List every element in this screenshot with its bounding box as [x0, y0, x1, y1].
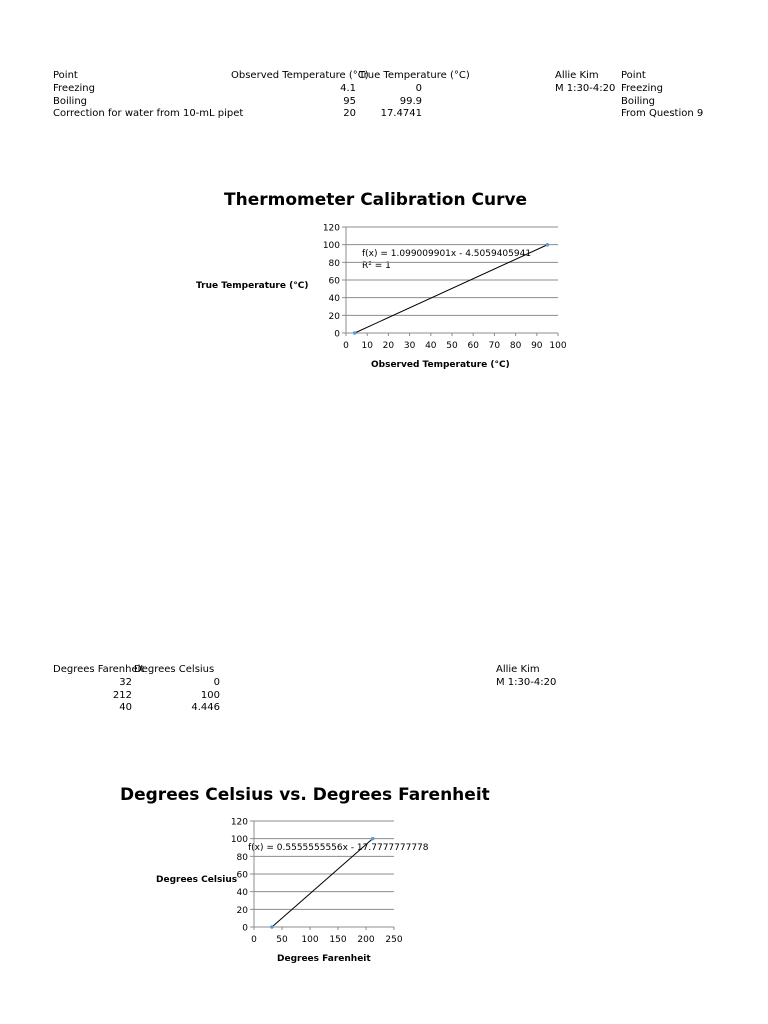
chart1-data-point	[546, 243, 550, 247]
chart2-x-tick-label: 50	[276, 935, 288, 945]
side-item: Boiling	[621, 96, 655, 107]
cell-observed: 4.1	[340, 83, 356, 94]
chart1-trendline-equation: f(x) = 1.099009901x - 4.5059405941	[362, 249, 532, 259]
chart2-trendline-equation: f(x) = 0.5555555556x - 17.7777777778	[248, 843, 429, 853]
chart2-x-tick-label: 100	[301, 935, 319, 945]
chart2-data-point	[371, 837, 375, 841]
chart1-y-tick-label: 20	[328, 311, 340, 322]
chart2-y-tick-label: 60	[236, 870, 248, 881]
chart2-title: Degrees Celsius vs. Degrees Farenheit	[120, 785, 490, 805]
author-name: Allie Kim	[496, 664, 540, 675]
header-observed-temp: Observed Temperature (°C)	[231, 70, 369, 81]
chart2-y-tick-label: 100	[230, 835, 248, 846]
chart1-x-tick-label: 70	[488, 341, 501, 351]
chart1-x-tick-label: 40	[425, 341, 437, 351]
chart1-y-tick-label: 120	[322, 223, 340, 234]
chart2-x-tick-label: 250	[385, 935, 403, 945]
chart2-trendline	[272, 839, 373, 927]
author-name: Allie Kim	[555, 70, 599, 81]
row-label: Boiling	[53, 96, 87, 107]
cell-true: 0	[415, 83, 422, 94]
chart1-y-tick-label: 80	[328, 258, 340, 269]
row-label: Correction for water from 10-mL pipet	[53, 108, 244, 119]
chart2-y-tick-label: 80	[236, 852, 248, 863]
chart2-x-axis-title: Degrees Farenheit	[277, 954, 371, 964]
chart1-y-tick-label: 100	[322, 241, 340, 252]
chart2-x-tick-label: 150	[329, 935, 347, 945]
chart2-y-axis-title: Degrees Celsius	[156, 875, 238, 885]
chart1-y-axis-title: True Temperature (°C)	[196, 281, 309, 291]
chart1-x-tick-label: 100	[549, 341, 567, 351]
chart1-x-tick-label: 90	[531, 341, 543, 351]
header-true-temp: True Temperature (°C)	[359, 70, 470, 81]
chart1-title: Thermometer Calibration Curve	[224, 190, 528, 210]
chart2-y-tick-label: 0	[242, 923, 248, 934]
chart1-data-point	[353, 331, 357, 335]
chart2-x-tick-label: 0	[251, 935, 257, 945]
session-time: M 1:30-4:20	[555, 83, 616, 94]
cell-fahrenheit: 32	[119, 677, 132, 688]
chart1-y-tick-label: 0	[334, 329, 340, 340]
side-header: Point	[621, 70, 646, 81]
session-time: M 1:30-4:20	[496, 677, 557, 688]
cell-true: 99.9	[399, 96, 422, 107]
side-item: From Question 9	[621, 108, 704, 119]
cell-observed: 95	[343, 96, 356, 107]
chart2-y-tick-label: 40	[236, 888, 248, 899]
header-celsius: Degrees Celsius	[134, 664, 215, 675]
cell-fahrenheit: 212	[112, 690, 132, 701]
chart1-y-tick-label: 40	[328, 294, 340, 305]
chart1-r-squared: R² = 1	[362, 261, 391, 271]
cell-celsius: 0	[213, 677, 220, 688]
row-label: Freezing	[53, 83, 95, 94]
chart2-data-point	[270, 925, 274, 929]
chart1-x-tick-label: 10	[361, 341, 373, 351]
chart1-x-tick-label: 50	[446, 341, 458, 351]
cell-fahrenheit: 40	[119, 702, 132, 713]
chart1-x-tick-label: 20	[382, 341, 395, 351]
chart2-x-tick-label: 200	[357, 935, 375, 945]
chart1-x-tick-label: 60	[467, 341, 479, 351]
chart2-y-tick-label: 120	[230, 817, 248, 828]
chart1-trendline	[355, 245, 548, 333]
chart1-x-tick-label: 80	[509, 341, 522, 351]
chart1-y-tick-label: 60	[328, 276, 340, 287]
cell-observed: 20	[343, 108, 356, 119]
chart2-y-tick-label: 20	[236, 905, 248, 916]
chart1-x-tick-label: 0	[343, 341, 349, 351]
side-item: Freezing	[621, 83, 663, 94]
chart1-x-tick-label: 30	[403, 341, 416, 351]
header-point: Point	[53, 70, 78, 81]
cell-true: 17.4741	[380, 108, 422, 119]
header-fahrenheit: Degrees Farenheit	[53, 664, 145, 675]
cell-celsius: 4.446	[191, 702, 220, 713]
cell-celsius: 100	[200, 690, 220, 701]
chart1-x-axis-title: Observed Temperature (°C)	[371, 360, 510, 370]
